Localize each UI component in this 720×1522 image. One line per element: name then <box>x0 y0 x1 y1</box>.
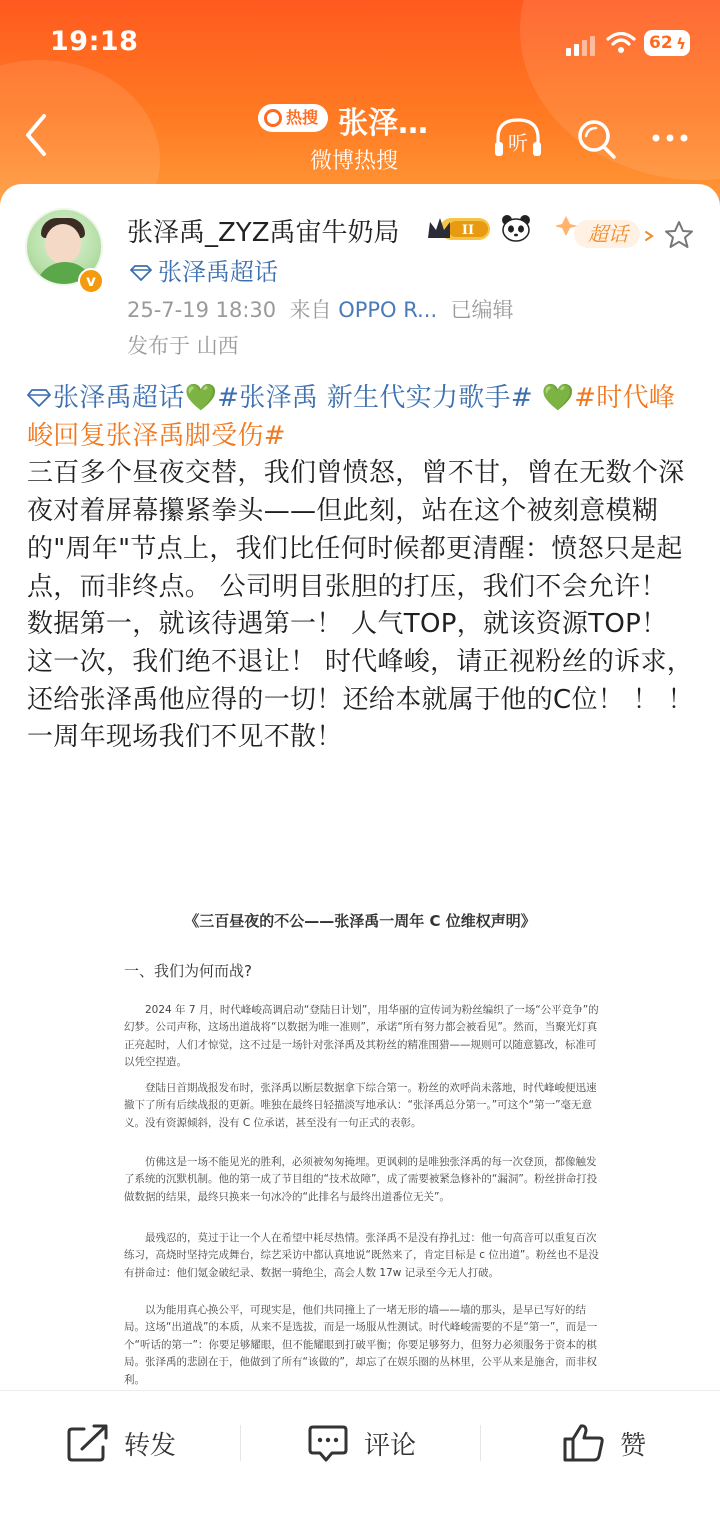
post-content <box>27 380 695 757</box>
listen-icon[interactable] <box>492 116 544 160</box>
chaohua-button[interactable] <box>556 206 664 256</box>
post-body-text: 三百多个昼夜交替，我们曾愤怒，曾不甘，曾在无数个深夜对着屏幕攥紧拳头——但此刻，站在这个被刻意模糊的"周年"节点上，我们比任何时候都更清醒：愤怒只是起点，而非终点。 公司明目张胆的打压，我们不会允许！ 数据第一，就该待遇第一！ 人气TOP，就该资源TOP！ 这一次，我们绝不退让！ 时代峰峻，请正视粉丝的诉求，还给张泽禹他应得的一切！还给本就属于他的C位！ ！ ！ 一周年现场我们不见不散！ <box>27 458 694 753</box>
document-paragraph: 以为能用真心换公平，可现实是，他们共同撞上了一堵无形的墙——墙的那头，是早已写好的结局。这场“出道战”的本质，从来不是选拔，而是一场服从性测试。时代峰峻需要的不是“第一”，而是一个“听话的第一”：你要足够耀眼，但不能耀眼到打破平衡；你要足够努力，但努力必须服务于资本的棋局。张泽禹的悲剧在于，他做到了所有“该做的”，却忘了在娱乐圈的丛林里，公平从来是施舍，而非权利。 <box>124 1304 598 1386</box>
status-time: 19:18 <box>50 26 139 57</box>
search-icon <box>264 109 282 127</box>
document-paragraph: 2024 年 7 月，时代峰峻高调启动“登陆日计划”，用华丽的宣传词为粉丝编织了一场“公平竞争”的幻梦。公司声称，这场出道战将“以数据为唯一准则”，承诺“所有努力都会被看见”。然而，当聚光灯真正亮起时，人们才惊觉，这不过是一场针对张泽禹及其粉丝的精准围猎——规则可以随意篡改，标准可以凭空捏造。 <box>124 1004 599 1069</box>
document-paragraph: 最残忍的，莫过于让一个人在希望中耗尽热情。张泽禹不是没有挣扎过：他一句高音可以重复百次练习，高烧时坚持完成舞台，综艺采访中都认真地说“既然来了，肯定目标是 c 位出道”。粉丝也不是没有拼命过：他们氪金破纪录、数据一骑绝尘，高会人数 17w 记录至今无人打破。 <box>124 1232 599 1279</box>
search-icon[interactable] <box>572 116 624 160</box>
panda-icon <box>500 214 532 242</box>
nav-title[interactable] <box>258 98 478 141</box>
battery-indicator <box>644 30 690 56</box>
wifi-icon <box>606 30 636 54</box>
super-topic-inline[interactable] <box>27 383 185 413</box>
edited-label: 已编辑 <box>450 298 514 322</box>
divider <box>240 1425 241 1461</box>
star-icon[interactable] <box>664 220 694 250</box>
signal-icon <box>566 34 596 56</box>
diamond-icon <box>130 265 152 281</box>
hot-hashtag-link[interactable]: #时代峰峻回复张泽禹脚受伤# <box>27 383 676 451</box>
nav-topic-title: 张泽… <box>338 106 428 141</box>
more-icon[interactable] <box>646 116 698 160</box>
status-bar <box>0 26 720 66</box>
chevron-left-icon[interactable] <box>20 110 50 160</box>
document-paragraph: 登陆日首期战报发布时，张泽禹以断层数据拿下综合第一。粉丝的欢呼尚未落地，时代峰峻便迅速撤下了所有后续战报的更新。唯独在最终日轻描淡写地承认：“张泽禹总分第一。”可这个“第一”毫无意义。没有资源倾斜，没有 C 位承诺，甚至没有一句正式的表彰。 <box>124 1082 597 1129</box>
navigation-bar <box>0 98 720 178</box>
source-prefix: 来自 <box>289 298 332 322</box>
verified-badge-icon: v <box>78 268 104 294</box>
super-topic-inline-label: 张泽禹超话 <box>53 383 185 413</box>
repost-button[interactable] <box>66 1391 176 1495</box>
hashtag-link[interactable]: #张泽禹 新生代实力歌手# <box>217 383 533 413</box>
green-heart-icon: 💚 <box>184 383 218 413</box>
post-meta <box>127 294 514 324</box>
hot-search-badge <box>258 104 328 132</box>
like-label: 赞 <box>620 1430 647 1461</box>
user-name[interactable]: 张泽禹_ZYZ禹宙牛奶局 <box>127 218 400 248</box>
post-date: 25-7-19 18:30 <box>127 298 277 322</box>
action-bar <box>0 1390 720 1522</box>
document-title: 《三百昼夜的不公——张泽禹一周年 C 位维权声明》 <box>184 912 536 930</box>
listen-label: 听 <box>508 131 528 155</box>
level-badge-icon <box>426 214 492 242</box>
chaohua-label: 超话 <box>588 222 628 246</box>
top-header <box>0 0 720 210</box>
comment-icon <box>306 1423 350 1463</box>
comment-label: 评论 <box>364 1430 417 1461</box>
repost-icon <box>66 1423 110 1463</box>
level-badge-label: II <box>461 223 475 238</box>
nav-subtitle: 微博热搜 <box>310 149 399 174</box>
comment-button[interactable] <box>306 1391 416 1495</box>
divider <box>480 1425 481 1461</box>
repost-label: 转发 <box>124 1430 177 1461</box>
post-location: 发布于 山西 <box>127 334 239 358</box>
post-image-document[interactable] <box>0 910 720 1390</box>
super-topic-label: 张泽禹超话 <box>158 258 278 286</box>
battery-level: 62 <box>649 33 673 53</box>
diamond-icon <box>27 389 51 407</box>
like-button[interactable] <box>562 1391 646 1495</box>
charging-icon: ϟ <box>676 35 686 53</box>
post-source[interactable]: OPPO R... <box>338 298 438 322</box>
super-topic-link[interactable] <box>130 252 278 287</box>
green-heart-icon: 💚 <box>541 383 575 413</box>
thumbs-up-icon <box>562 1423 606 1463</box>
hot-badge-label: 热搜 <box>286 108 319 127</box>
document-paragraph: 仿佛这是一场不能见光的胜利，必须被匆匆掩埋。更讽刺的是唯独张泽禹的每一次登顶，都像触发了系统的沉默机制。他的第一成了节目组的“技术故障”，成了需要被紧急修补的“漏洞”。粉丝拼命打投做数据的结果，最终只换来一句冰冷的“此排名与最终出道番位无关”。 <box>124 1156 598 1203</box>
post-card <box>0 184 720 1390</box>
document-heading: 一、我们为何而战? <box>124 962 252 980</box>
